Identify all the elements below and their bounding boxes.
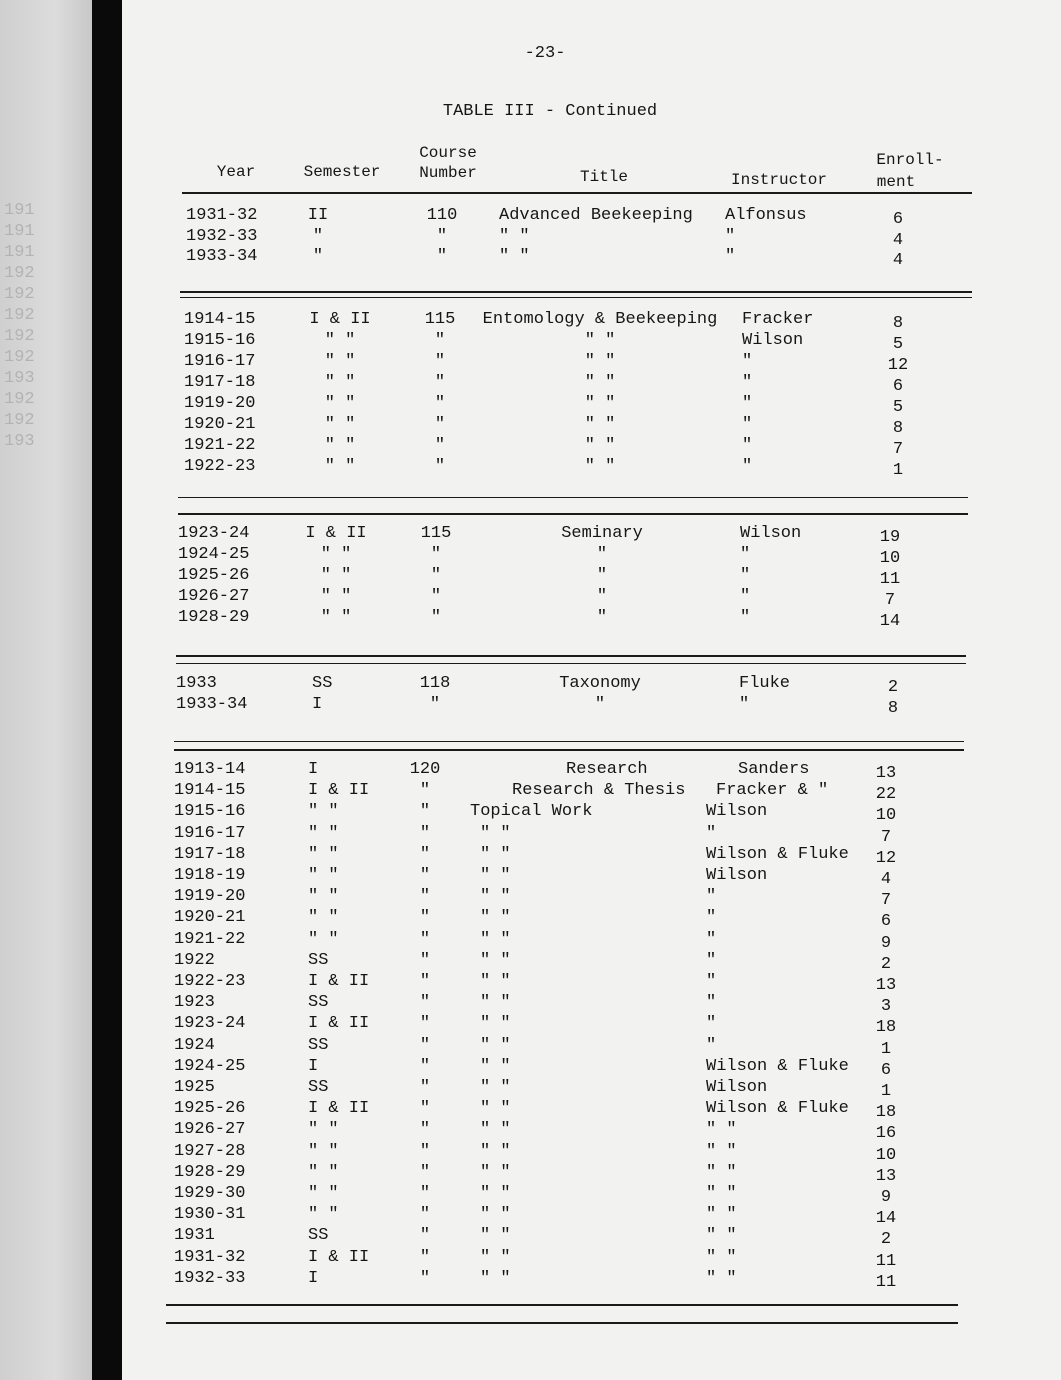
cell-enrollment: 6 bbox=[892, 210, 904, 229]
cell-course: " bbox=[429, 695, 441, 714]
cell-instructor: " bbox=[706, 950, 717, 970]
cell-year: 1920-21 bbox=[174, 908, 246, 928]
cell-semester: " bbox=[312, 226, 324, 246]
cell-enrollment: 13 bbox=[875, 1166, 897, 1186]
cell-title: " " bbox=[480, 1162, 511, 1182]
cell-enrollment: 4 bbox=[892, 251, 904, 270]
cell-semester: " " bbox=[320, 545, 352, 564]
cell-title: " " bbox=[480, 1056, 511, 1076]
cell-instructor: " bbox=[742, 436, 753, 455]
cell-year: 1914-15 bbox=[174, 781, 246, 801]
cell-title: " " bbox=[584, 331, 616, 350]
cell-enrollment: 14 bbox=[875, 1209, 897, 1229]
cell-title: " " bbox=[480, 908, 511, 928]
cell-semester: " " bbox=[308, 1184, 339, 1203]
cell-instructor: " " bbox=[706, 1120, 737, 1140]
cell-instructor: Fracker & " bbox=[716, 781, 829, 801]
group-separator bbox=[180, 291, 972, 293]
cell-title: " bbox=[596, 608, 608, 627]
header-title: Title bbox=[579, 168, 629, 186]
cell-year: 1916-17 bbox=[174, 823, 246, 843]
cell-enrollment: 1 bbox=[880, 1039, 892, 1059]
cell-semester: SS bbox=[308, 1078, 329, 1097]
cell-course: " bbox=[434, 352, 446, 371]
cell-enrollment: 11 bbox=[879, 570, 901, 589]
cell-semester: " " bbox=[324, 394, 356, 413]
cell-instructor: Wilson bbox=[740, 524, 802, 543]
cell-enrollment: 13 bbox=[875, 764, 897, 783]
cell-course: 115 bbox=[424, 310, 456, 329]
cell-title: Research bbox=[566, 760, 648, 779]
table-bottom-rule bbox=[166, 1322, 958, 1324]
cell-title: Seminary bbox=[561, 524, 643, 543]
cell-title: " bbox=[596, 566, 608, 585]
cell-year: 1921-22 bbox=[174, 929, 246, 949]
cell-course: " bbox=[419, 908, 431, 928]
cell-instructor: " bbox=[742, 415, 753, 434]
cell-enrollment: 7 bbox=[880, 891, 892, 911]
cell-instructor: " " bbox=[706, 1141, 737, 1161]
group-separator bbox=[178, 513, 968, 515]
cell-instructor: Fracker bbox=[742, 310, 814, 329]
cell-semester: " " bbox=[324, 331, 356, 350]
cell-instructor: " " bbox=[706, 1184, 737, 1203]
cell-course: " bbox=[419, 1056, 431, 1076]
cell-enrollment: 18 bbox=[875, 1018, 897, 1038]
cell-enrollment: 1 bbox=[880, 1082, 892, 1101]
cell-title: Advanced Beekeeping bbox=[499, 206, 693, 225]
cell-year: 1919-20 bbox=[174, 887, 246, 907]
cell-course: " bbox=[419, 950, 431, 970]
cell-title: " " bbox=[480, 1205, 511, 1225]
cell-instructor: " bbox=[742, 352, 753, 371]
cell-course: " bbox=[419, 1184, 431, 1203]
cell-title: " " bbox=[584, 373, 616, 392]
cell-instructor: " bbox=[706, 823, 717, 843]
cell-enrollment: 5 bbox=[892, 398, 904, 417]
cell-semester: I bbox=[308, 1056, 319, 1076]
cell-enrollment: 7 bbox=[880, 827, 892, 847]
cell-instructor: " " bbox=[706, 1162, 737, 1182]
cell-semester: " " bbox=[324, 457, 356, 476]
cell-instructor: " " bbox=[706, 1205, 737, 1225]
cell-course: " bbox=[419, 1162, 431, 1182]
cell-course: " bbox=[434, 394, 446, 413]
cell-year: 1916-17 bbox=[184, 352, 256, 371]
cell-title: " bbox=[594, 695, 606, 714]
cell-enrollment: 12 bbox=[887, 356, 909, 375]
cell-course: " bbox=[419, 1268, 431, 1288]
cell-course: " bbox=[419, 993, 431, 1013]
header-instructor: Instructor bbox=[730, 171, 828, 189]
cell-year: 1932-33 bbox=[186, 226, 258, 246]
cell-course: " bbox=[436, 247, 448, 266]
cell-semester: I & II bbox=[308, 972, 370, 991]
header-course-line-1: Course bbox=[419, 144, 477, 162]
cell-semester: " " bbox=[308, 823, 339, 843]
cell-title: " " bbox=[499, 247, 530, 266]
table-bottom-rule bbox=[166, 1304, 958, 1306]
cell-title: " " bbox=[499, 226, 530, 246]
cell-instructor: " bbox=[706, 929, 717, 949]
cell-semester: I bbox=[308, 760, 319, 779]
cell-instructor: " bbox=[725, 226, 736, 246]
cell-course: 120 bbox=[409, 760, 441, 779]
cell-semester: " " bbox=[308, 1120, 339, 1140]
cell-instructor: " " bbox=[706, 1268, 737, 1288]
cell-year: 1922-23 bbox=[174, 972, 246, 991]
cell-instructor: " " bbox=[706, 1226, 737, 1246]
cell-title: " " bbox=[584, 457, 616, 476]
cell-semester: I & II bbox=[308, 1247, 370, 1267]
cell-enrollment: 10 bbox=[879, 549, 901, 568]
cell-title: " " bbox=[480, 950, 511, 970]
cell-course: " bbox=[419, 972, 431, 991]
cell-enrollment: 13 bbox=[875, 976, 897, 995]
cell-semester: " bbox=[312, 247, 324, 266]
cell-course: " bbox=[436, 226, 448, 246]
cell-instructor: Wilson bbox=[706, 802, 768, 822]
cell-instructor: " bbox=[725, 247, 736, 266]
cell-title: " " bbox=[480, 1035, 511, 1055]
cell-year: 1926-27 bbox=[174, 1120, 246, 1140]
cell-semester: " " bbox=[308, 1141, 339, 1161]
cell-year: 1931-32 bbox=[174, 1247, 246, 1267]
cell-instructor: " bbox=[740, 566, 751, 585]
header-year: Year bbox=[216, 163, 256, 181]
cell-enrollment: 10 bbox=[875, 806, 897, 826]
cell-year: 1932-33 bbox=[174, 1268, 246, 1288]
cell-instructor: " bbox=[706, 993, 717, 1013]
cell-year: 1927-28 bbox=[174, 1141, 246, 1161]
cell-course: " bbox=[419, 781, 431, 801]
cell-year: 1933-34 bbox=[176, 695, 248, 714]
cell-course: " bbox=[419, 1078, 431, 1097]
cell-enrollment: 16 bbox=[875, 1124, 897, 1144]
cell-title: " " bbox=[480, 1078, 511, 1097]
cell-enrollment: 8 bbox=[887, 699, 899, 718]
show-through-marks: 191 191 191 192 192 192 192 192 193 192 192 193 bbox=[4, 201, 35, 451]
cell-year: 1921-22 bbox=[184, 436, 256, 455]
header-rule bbox=[182, 192, 972, 194]
cell-enrollment: 8 bbox=[892, 314, 904, 333]
cell-year: 1925 bbox=[174, 1078, 215, 1097]
cell-instructor: " bbox=[742, 457, 753, 476]
cell-year: 1933 bbox=[176, 674, 217, 693]
cell-course: " bbox=[419, 1226, 431, 1246]
cell-enrollment: 6 bbox=[880, 912, 892, 932]
cell-instructor: " bbox=[706, 908, 717, 928]
table-title: TABLE III - Continued bbox=[442, 102, 658, 121]
cell-year: 1918-19 bbox=[174, 866, 246, 885]
cell-year: 1922-23 bbox=[184, 457, 256, 476]
cell-year: 1931 bbox=[174, 1226, 215, 1246]
cell-enrollment: 19 bbox=[879, 528, 901, 547]
cell-semester: " " bbox=[308, 1162, 339, 1182]
cell-enrollment: 7 bbox=[892, 440, 904, 459]
cell-instructor: " bbox=[742, 394, 753, 413]
cell-semester: I bbox=[312, 695, 323, 714]
header-enrollment-line-1: Enroll- bbox=[876, 151, 944, 169]
cell-year: 1926-27 bbox=[178, 587, 250, 606]
cell-enrollment: 11 bbox=[875, 1272, 897, 1292]
cell-semester: SS bbox=[308, 1226, 329, 1246]
cell-year: 1920-21 bbox=[184, 415, 256, 434]
cell-course: " bbox=[419, 1014, 431, 1034]
cell-course: 110 bbox=[426, 206, 458, 225]
cell-enrollment: 1 bbox=[892, 461, 904, 480]
cell-course: " bbox=[419, 887, 431, 907]
cell-title: Research & Thesis bbox=[512, 781, 686, 801]
cell-enrollment: 5 bbox=[892, 335, 904, 354]
cell-instructor: " bbox=[740, 608, 751, 627]
cell-title: " " bbox=[480, 1141, 511, 1161]
cell-semester: SS bbox=[312, 674, 333, 693]
cell-title: " " bbox=[480, 993, 511, 1013]
cell-instructor: " bbox=[706, 972, 717, 991]
cell-instructor: " bbox=[740, 587, 751, 606]
cell-semester: I & II bbox=[308, 781, 370, 801]
cell-enrollment: 9 bbox=[880, 1188, 892, 1207]
cell-enrollment: 2 bbox=[880, 954, 892, 974]
cell-enrollment: 4 bbox=[892, 230, 904, 250]
cell-course: " bbox=[419, 823, 431, 843]
cell-title: " " bbox=[480, 972, 511, 991]
cell-year: 1930-31 bbox=[174, 1205, 246, 1225]
cell-semester: " " bbox=[324, 373, 356, 392]
cell-semester: " " bbox=[308, 908, 339, 928]
cell-title: Taxonomy bbox=[559, 674, 641, 693]
cell-instructor: Wilson & Fluke bbox=[706, 844, 849, 864]
cell-instructor: " " bbox=[706, 1247, 737, 1267]
cell-course: " bbox=[419, 929, 431, 949]
cell-semester: SS bbox=[308, 993, 329, 1013]
page-number: -23- bbox=[524, 44, 566, 63]
group-separator bbox=[176, 655, 966, 657]
cell-year: 1925-26 bbox=[178, 566, 250, 585]
cell-year: 1917-18 bbox=[184, 373, 256, 392]
cell-course: " bbox=[419, 866, 431, 885]
cell-title: " bbox=[596, 587, 608, 606]
cell-course: " bbox=[419, 844, 431, 864]
cell-semester: " " bbox=[320, 587, 352, 606]
cell-semester: " " bbox=[308, 1205, 339, 1225]
cell-semester: SS bbox=[308, 950, 329, 970]
cell-semester: I bbox=[308, 1268, 319, 1288]
cell-year: 1928-29 bbox=[178, 608, 250, 627]
cell-semester: I & II bbox=[309, 310, 371, 329]
header-semester: Semester bbox=[303, 163, 381, 181]
cell-semester: I & II bbox=[305, 524, 367, 543]
cell-course: " bbox=[419, 802, 431, 822]
cell-enrollment: 18 bbox=[875, 1103, 897, 1123]
cell-course: " bbox=[434, 373, 446, 392]
cell-title: " " bbox=[480, 823, 511, 843]
cell-title: " " bbox=[480, 844, 511, 864]
cell-enrollment: 11 bbox=[875, 1251, 897, 1271]
cell-year: 1914-15 bbox=[184, 310, 256, 329]
cell-year: 1925-26 bbox=[174, 1099, 246, 1119]
cell-year: 1924-25 bbox=[174, 1056, 246, 1076]
cell-instructor: Wilson & Fluke bbox=[706, 1099, 849, 1119]
cell-enrollment: 12 bbox=[875, 848, 897, 868]
cell-course: " bbox=[419, 1205, 431, 1225]
cell-course: " bbox=[419, 1035, 431, 1055]
cell-instructor: Wilson bbox=[742, 331, 804, 350]
group-separator bbox=[180, 297, 972, 298]
cell-year: 1922 bbox=[174, 950, 215, 970]
group-separator bbox=[174, 749, 964, 751]
cell-year: 1915-16 bbox=[174, 802, 246, 822]
group-separator bbox=[176, 663, 966, 664]
cell-instructor: Wilson & Fluke bbox=[706, 1056, 849, 1076]
cell-enrollment: 8 bbox=[892, 419, 904, 438]
cell-course: " bbox=[419, 1099, 431, 1119]
cell-year: 1923-24 bbox=[174, 1014, 246, 1034]
cell-year: 1929-30 bbox=[174, 1184, 246, 1203]
cell-enrollment: 4 bbox=[880, 870, 892, 889]
cell-year: 1923 bbox=[174, 993, 215, 1013]
cell-title: " " bbox=[480, 1120, 511, 1140]
group-separator bbox=[174, 741, 964, 742]
cell-semester: " " bbox=[308, 929, 339, 949]
cell-course: " bbox=[434, 331, 446, 350]
cell-year: 1924-25 bbox=[178, 545, 250, 564]
cell-course: " bbox=[434, 436, 446, 455]
cell-title: Entomology & Beekeeping bbox=[482, 310, 718, 329]
cell-semester: II bbox=[307, 206, 329, 225]
cell-year: 1913-14 bbox=[174, 760, 246, 779]
cell-instructor: Alfonsus bbox=[725, 206, 807, 225]
cell-year: 1923-24 bbox=[178, 524, 250, 543]
cell-enrollment: 2 bbox=[887, 678, 899, 697]
cell-enrollment: 14 bbox=[879, 612, 901, 631]
cell-instructor: " bbox=[706, 887, 717, 907]
cell-semester: " " bbox=[308, 802, 339, 822]
cell-semester: " " bbox=[320, 608, 352, 627]
cell-instructor: " bbox=[740, 545, 751, 564]
cell-semester: I & II bbox=[308, 1014, 370, 1034]
cell-title: " " bbox=[480, 1184, 511, 1203]
cell-course: " bbox=[419, 1141, 431, 1161]
cell-enrollment: 6 bbox=[892, 377, 904, 396]
cell-semester: " " bbox=[308, 844, 339, 864]
cell-enrollment: 2 bbox=[880, 1230, 892, 1250]
cell-title: " " bbox=[584, 415, 616, 434]
cell-year: 1915-16 bbox=[184, 331, 256, 350]
cell-course: " bbox=[430, 566, 442, 585]
cell-title: " " bbox=[480, 887, 511, 907]
header-course-line-2: Number bbox=[419, 164, 477, 182]
cell-title: " " bbox=[480, 1226, 511, 1246]
cell-course: " bbox=[434, 457, 446, 476]
book-binding-edge bbox=[92, 0, 122, 1380]
cell-enrollment: 3 bbox=[880, 997, 892, 1017]
cell-year: 1919-20 bbox=[184, 394, 256, 413]
cell-semester: " " bbox=[324, 436, 356, 455]
document-page bbox=[4, 0, 1061, 1380]
cell-instructor: Sanders bbox=[738, 760, 810, 779]
cell-semester: " " bbox=[308, 887, 339, 907]
cell-course: 115 bbox=[420, 524, 452, 543]
cell-instructor: " bbox=[706, 1014, 717, 1034]
cell-enrollment: 22 bbox=[875, 785, 897, 805]
cell-title: " bbox=[596, 545, 608, 564]
cell-instructor: " bbox=[739, 695, 750, 714]
cell-course: " bbox=[430, 608, 442, 627]
cell-semester: " " bbox=[320, 566, 352, 585]
cell-year: 1924 bbox=[174, 1035, 215, 1055]
cell-title: " " bbox=[480, 1099, 511, 1119]
group-separator bbox=[178, 497, 968, 498]
cell-year: 1928-29 bbox=[174, 1162, 246, 1182]
cell-course: " bbox=[434, 415, 446, 434]
cell-course: 118 bbox=[419, 674, 451, 693]
cell-course: " bbox=[419, 1247, 431, 1267]
cell-title: " " bbox=[480, 929, 511, 949]
cell-semester: " " bbox=[324, 415, 356, 434]
cell-semester: " " bbox=[308, 866, 339, 885]
cell-course: " bbox=[430, 545, 442, 564]
cell-year: 1931-32 bbox=[186, 206, 258, 225]
cell-semester: " " bbox=[324, 352, 356, 371]
cell-title: " " bbox=[480, 1247, 511, 1267]
cell-title: " " bbox=[584, 394, 616, 413]
cell-instructor: Fluke bbox=[739, 674, 791, 693]
cell-enrollment: 9 bbox=[880, 933, 892, 953]
cell-instructor: " bbox=[742, 373, 753, 392]
cell-title: " " bbox=[480, 1014, 511, 1034]
cell-title: " " bbox=[584, 436, 616, 455]
cell-year: 1933-34 bbox=[186, 247, 258, 266]
cell-title: " " bbox=[584, 352, 616, 371]
cell-enrollment: 10 bbox=[875, 1145, 897, 1165]
cell-instructor: Wilson bbox=[706, 1078, 768, 1097]
cell-enrollment: 7 bbox=[884, 591, 896, 610]
cell-instructor: Wilson bbox=[706, 866, 768, 885]
cell-course: " bbox=[419, 1120, 431, 1140]
cell-course: " bbox=[430, 587, 442, 606]
cell-title: " " bbox=[480, 1268, 511, 1288]
cell-year: 1917-18 bbox=[174, 844, 246, 864]
cell-semester: SS bbox=[308, 1035, 329, 1055]
cell-semester: I & II bbox=[308, 1099, 370, 1119]
cell-instructor: " bbox=[706, 1035, 717, 1055]
header-enrollment-line-2: ment bbox=[876, 173, 916, 191]
cell-title: Topical Work bbox=[470, 802, 593, 822]
cell-title: " " bbox=[480, 866, 511, 885]
cell-enrollment: 6 bbox=[880, 1060, 892, 1080]
